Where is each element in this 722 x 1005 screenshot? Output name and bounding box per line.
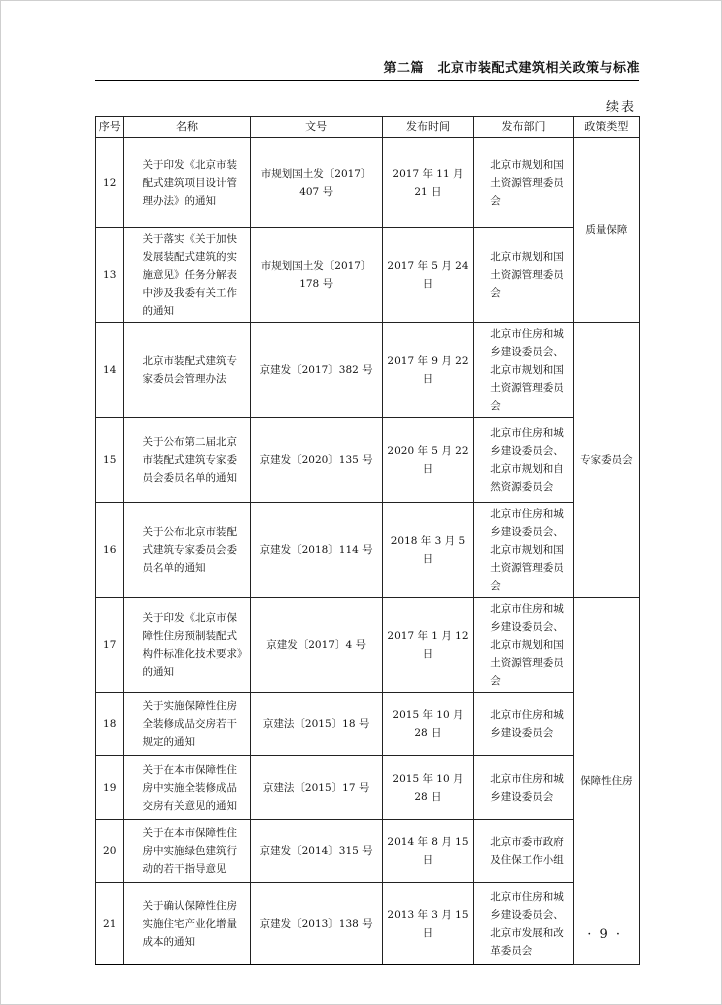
publish-date: 2013 年 3 月 15 日 [382,883,474,965]
table-row [96,598,640,693]
row-number: 20 [96,820,124,883]
publishing-department: 北京市规划和国土资源管理委员会 [474,228,574,323]
publishing-department: 北京市住房和城乡建设委员会、北京市规划和国土资源管理委员会 [474,503,574,598]
policy-name: 关于印发《北京市装配式建筑项目设计管理办法》的通知 [124,138,250,228]
row-number: 12 [96,138,124,228]
publish-date: 2020 年 5 月 22 日 [382,418,474,503]
policy-table [95,116,640,965]
column-header: 名称 [124,117,250,138]
publish-date: 2015 年 10 月 28 日 [382,756,474,820]
row-number: 14 [96,323,124,418]
table-row [96,883,640,965]
table-row [96,323,640,418]
publishing-department: 北京市住房和城乡建设委员会 [474,756,574,820]
publishing-department: 北京市住房和城乡建设委员会、北京市规划和自然资源委员会 [474,418,574,503]
publish-date: 2017 年 1 月 12 日 [382,598,474,693]
publishing-department: 北京市规划和国土资源管理委员会 [474,138,574,228]
policy-name: 关于确认保障性住房实施住宅产业化增量成本的通知 [124,883,250,965]
policy-name: 关于实施保障性住房全装修成品交房若干规定的通知 [124,693,250,756]
policy-type: 质量保障 [573,138,639,323]
publishing-department: 北京市住房和城乡建设委员会 [474,693,574,756]
table-row [96,228,640,323]
row-number: 15 [96,418,124,503]
document-number: 京建发〔2013〕138 号 [250,883,382,965]
document-number: 京建发〔2017〕382 号 [250,323,382,418]
row-number: 18 [96,693,124,756]
table-row [96,693,640,756]
policy-name: 北京市装配式建筑专家委员会管理办法 [124,323,250,418]
column-header: 政策类型 [573,117,639,138]
table-row [96,820,640,883]
document-number: 京建法〔2015〕17 号 [250,756,382,820]
publishing-department: 北京市委市政府及住保工作小组 [474,820,574,883]
document-number: 京建法〔2015〕18 号 [250,693,382,756]
table-header-row [96,117,640,138]
policy-name: 关于印发《北京市保障性住房预制装配式构件标准化技术要求》的通知 [124,598,250,693]
row-number: 17 [96,598,124,693]
table-row [96,503,640,598]
column-header: 序号 [96,117,124,138]
table-row [96,756,640,820]
column-header: 发布部门 [474,117,574,138]
publish-date: 2017 年 5 月 24 日 [382,228,474,323]
policy-name: 关于公布北京市装配式建筑专家委员会委员名单的通知 [124,503,250,598]
policy-type: 保障性住房 [573,598,639,965]
policy-name: 关于在本市保障性住房中实施全装修成品交房有关意见的通知 [124,756,250,820]
table-row [96,138,640,228]
publish-date: 2017 年 9 月 22 日 [382,323,474,418]
document-number: 京建发〔2018〕114 号 [250,503,382,598]
table-row [96,418,640,503]
document-number: 京建发〔2014〕315 号 [250,820,382,883]
page-number: · 9 · [587,927,622,942]
header-rule [95,80,639,81]
publish-date: 2014 年 8 月 15 日 [382,820,474,883]
policy-name: 关于公布第二届北京市装配式建筑专家委员会委员名单的通知 [124,418,250,503]
column-header: 发布时间 [382,117,474,138]
document-number: 京建发〔2020〕135 号 [250,418,382,503]
policy-name: 关于在本市保障性住房中实施绿色建筑行动的若干指导意见 [124,820,250,883]
row-number: 19 [96,756,124,820]
policy-name: 关于落实《关于加快发展装配式建筑的实施意见》任务分解表中涉及我委有关工作的通知 [124,228,250,323]
publish-date: 2017 年 11 月 21 日 [382,138,474,228]
document-number: 市规划国土发〔2017〕178 号 [250,228,382,323]
publish-date: 2015 年 10 月 28 日 [382,693,474,756]
continued-label: 续表 [605,100,636,115]
publishing-department: 北京市住房和城乡建设委员会、北京市规划和国土资源管理委员会 [474,323,574,418]
row-number: 21 [96,883,124,965]
publish-date: 2018 年 3 月 5 日 [382,503,474,598]
publishing-department: 北京市住房和城乡建设委员会、北京市发展和改革委员会 [474,883,574,965]
document-number: 市规划国土发〔2017〕407 号 [250,138,382,228]
policy-type: 专家委员会 [573,323,639,598]
document-number: 京建发〔2017〕4 号 [250,598,382,693]
running-title: 第二篇 北京市装配式建筑相关政策与标准 [383,61,640,76]
row-number: 16 [96,503,124,598]
column-header: 文号 [250,117,382,138]
publishing-department: 北京市住房和城乡建设委员会、北京市规划和国土资源管理委员会 [474,598,574,693]
row-number: 13 [96,228,124,323]
